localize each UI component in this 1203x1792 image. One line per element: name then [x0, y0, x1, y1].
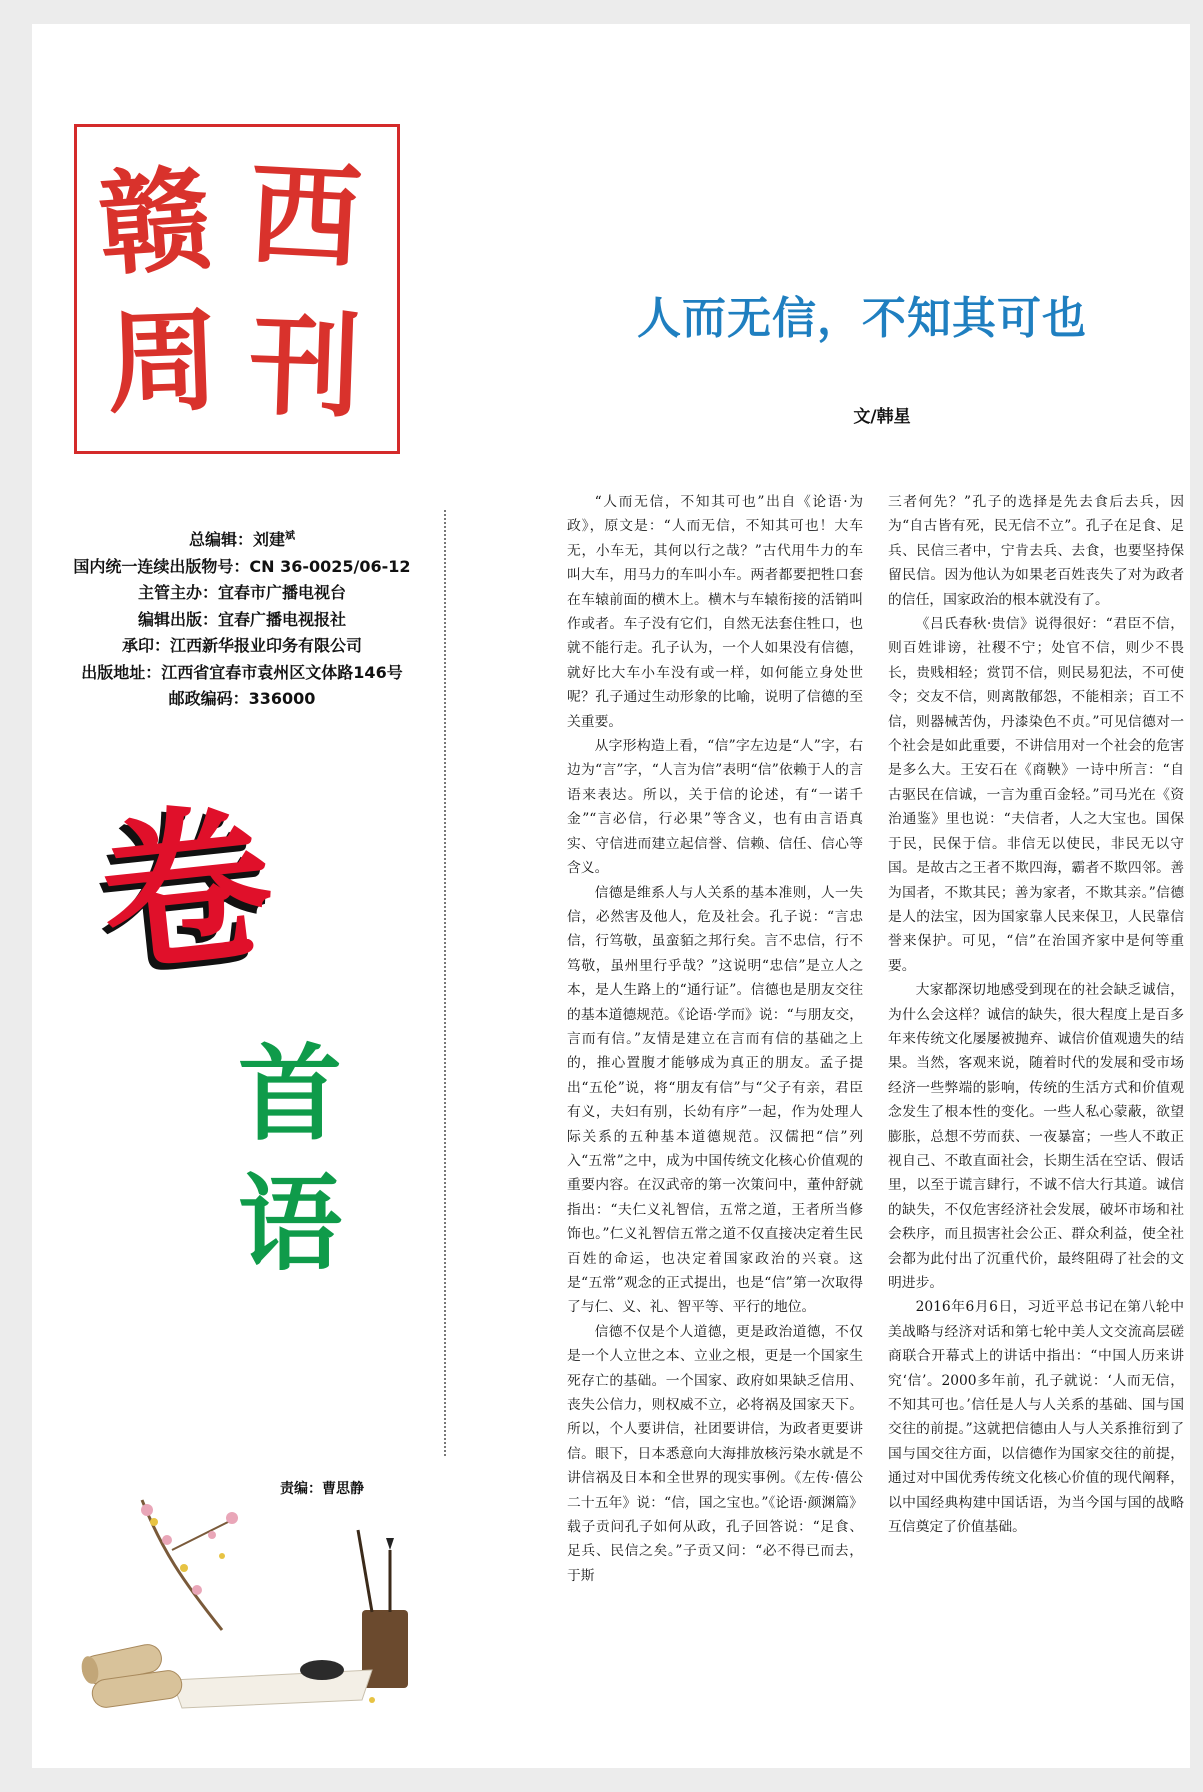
- article-column-1: [567, 490, 863, 1588]
- address: 出版地址：江西省宜春市袁州区文体路146号: [81, 662, 403, 682]
- serial-number: 国内统一连续出版物号：CN 36-0025/06-12: [73, 556, 411, 576]
- publication-credits: [32, 524, 452, 713]
- masthead-char: 刊: [246, 299, 364, 434]
- paragraph: 2016年6月6日，习近平总书记在第八轮中美战略与经济对话和第七轮中美人文交流高层磋商联合开幕式上的讲话中指出：“中国人历来讲究‘信’。2000多年前，孔子就说：‘人而无信，不知其可也。’信任是人与人关系的基础、国与国交往的前提。”这就把信德由人与人关系推衍到了国与国交往方面，以信德作为国家交往的前提，通过对中国优秀传统文化核心价值的现代阐释，以中国经典构建中国话语，为当今国与国的战略互信奠定了价值基础。: [888, 1299, 1184, 1536]
- masthead-seal: [74, 124, 400, 454]
- scroll-ink-brush-illustration: [72, 1460, 432, 1720]
- paragraph: 三者何先？”孔子的选择是先去食后去兵，因为“自古皆有死，民无信不立”。孔子在足食、足兵、民信三者中，宁肯去兵、去食，也要坚持保留民信。因为他认为如果老百姓丧失了对为政者的信任，国家政治的根本就没有了。: [888, 494, 1184, 608]
- editor-credit: 责编：曹思静: [280, 1481, 364, 1497]
- masthead-char: 西: [245, 148, 365, 285]
- dotted-divider: [444, 510, 446, 1456]
- article-column-2: [888, 490, 1184, 1539]
- section-char-yu: 语: [238, 1162, 343, 1285]
- paragraph: “人而无信，不知其可也”出自《论语·为政》，原文是：“人而无信，不知其可也！大车无，小车无，其何以行之哉？”古代用牛力的车叫大车，用马力的车叫小车。两者都要把牲口套在车辕前面的横木上。横木与车辕衔接的活销叫作或者。车子没有它们，自然无法套住牲口，也就不能行走。孔子认为，一个人如果没有信德，就好比大车小车没有或一样，如何能立身处世呢？孔子通过生动形象的比喻，说明了信德的至关重要。: [567, 494, 863, 730]
- paragraph: 从字形构造上看，“信”字左边是“人”字，右边为“言”字，“人言为信”表明“信”依赖于人的言语来表达。所以，关于信的论述，有“一诺千金”“言必信，行必果”等含义，也有由言语真实、守信进而建立起信誉、信赖、信任、信心等含义。: [567, 738, 863, 877]
- paragraph: 《吕氏春秋·贵信》说得很好：“君臣不信，则百姓诽谤，社稷不宁；处官不信，则少不畏长，贵贱相轻；赏罚不信，则民易犯法，不可使令；交友不信，则离散郁怨，不能相亲；百工不信，则器械苦伪，丹漆染色不贞。”可见信德对一个社会是如此重要，不讲信用对一个社会的危害是多么大。王安石在《商鞅》一诗中所言：“自古驱民在信诚，一言为重百金轻。”司马光在《资治通鉴》里也说：“夫信者，人之大宝也。国保于民，民保于信。非信无以使民，非民无以守国。是故古之王者不欺四海，霸者不欺四邻。善为国者，不欺其民；善为家者，不欺其亲。”信德是人的法宝，因为国家靠人民来保卫，人民靠信誉来保护。可见，“信”在治国齐家中是何等重要。: [888, 616, 1184, 974]
- masthead-char: 周: [104, 295, 222, 430]
- paragraph: 大家都深切地感受到现在的社会缺乏诚信，为什么会这样？诚信的缺失，很大程度上是百多年来传统文化屡屡被抛弃、诚信价值观遗失的结果。当然，客观来说，随着时代的发展和受市场经济一些弊端的影响，传统的生活方式和价值观念发生了根本性的变化。一些人私心蒙蔽，欲望膨胀，总想不劳而获、一夜暴富；一些人不敢正视自己、不敢直面社会，长期生活在空话、假话里，以至于谎言肆行，不诚不信大行其道。诚信的缺失，不仅危害经济社会发展，破坏市场和社会秩序，而且损害社会公正、群众利益，使全社会都为此付出了沉重代价，最终阻碍了社会的文明进步。: [888, 982, 1184, 1291]
- section-char-juan: 卷: [91, 781, 282, 999]
- article-title: 人而无信，不知其可也: [637, 293, 1087, 344]
- masthead-char: 赣: [94, 153, 216, 292]
- section-char-shou: 首: [238, 1032, 343, 1155]
- chief-editor: 总编辑：刘建$^斌$: [188, 530, 295, 549]
- article-author: 文/韩星: [853, 407, 911, 427]
- magazine-page: [32, 24, 1190, 1768]
- postcode: 邮政编码：336000: [168, 689, 316, 708]
- publisher: 编辑出版：宜春广播电视报社: [137, 609, 346, 629]
- paragraph: 信德是维系人与人关系的基本准则，人一失信，必然害及他人，危及社会。孔子说：“言忠信，行笃敬，虽蛮貊之邦行矣。言不忠信，行不笃敬，虽州里行乎哉？”这说明“忠信”是立人之本，是人生路上的“通行证”。信德也是朋友交往的基本道德规范。《论语·学而》说：“与朋友交，言而有信。”友情是建立在言而有信的基础之上的，推心置腹才能够成为真正的朋友。孟子提出“五伦”说，将“朋友有信”与“父子有亲，君臣有义，夫妇有别，长幼有序”一起，作为处理人际关系的五种基本道德规范。汉儒把“信”列入“五常”之中，成为中国传统文化核心价值观的重要内容。在汉武帝的第一次策问中，董仲舒就指出：“夫仁义礼智信，五常之道，王者所当修饰也。”仁义礼智信五常之道不仅直接决定着生民百姓的命运，也决定着国家政治的兴衰。这是“五常”观念的正式提出，也是“信”第一次取得了与仁、义、礼、智平等、平行的地位。: [567, 884, 863, 1316]
- supervisor: 主管主办：宜春市广播电视台: [137, 583, 346, 602]
- paragraph: 信德不仅是个人道德，更是政治道德，不仅是一个人立世之本、立业之根，更是一个国家生死存亡的基础。一个国家、政府如果缺乏信用、丧失公信力，则权威不立，必将祸及国家天下。所以，个人要讲信，社团要讲信，为政者更要讲信。眼下，日本悉意向大海排放核污染水就是不讲信祸及日本和全世界的现实事例。《左传·僖公二十五年》说：“信，国之宝也。”《论语·颜渊篇》载子贡问孔子如何从政，孔子回答说：“足食、足兵、民信之矣。”子贡又问：“必不得已而去，于斯: [567, 1323, 863, 1584]
- printer: 承印：江西新华报业印务有限公司: [121, 636, 362, 655]
